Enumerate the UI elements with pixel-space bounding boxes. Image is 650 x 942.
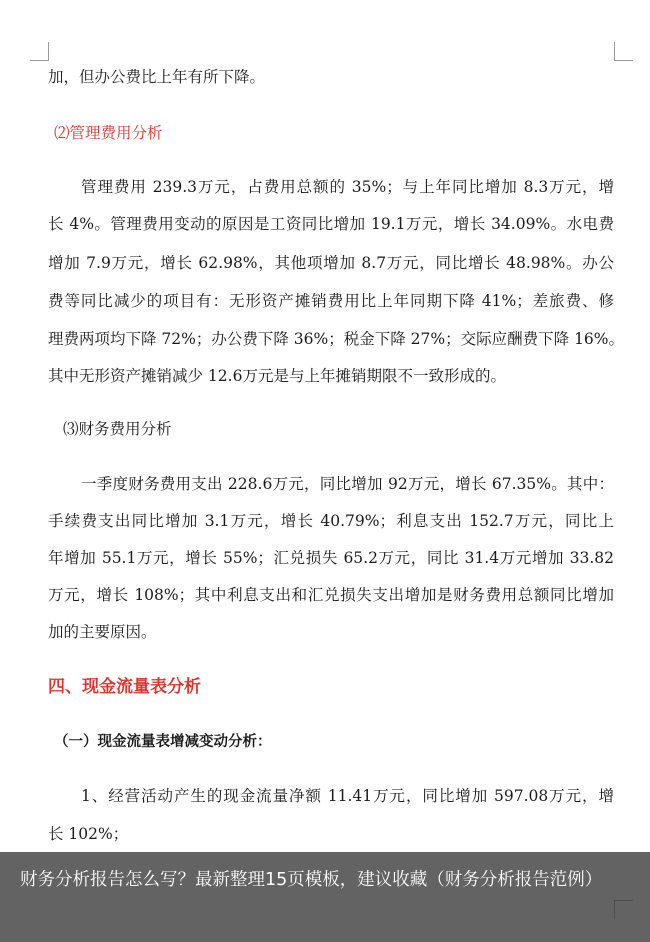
paragraph-line: 其中无形资产摊销减少 12.6万元是与上年摊销期限不一致形成的。 <box>48 367 506 385</box>
paragraph-line: 加的主要原因。 <box>48 623 157 641</box>
section-heading-admin-expense: ⑵管理费用分析 <box>54 124 163 142</box>
paragraph-line: 理费两项均下降 72%；办公费下降 36%；税金下降 27%；交际应酬费下降 16%。 <box>48 330 625 348</box>
crop-mark-top-left <box>30 42 49 61</box>
chapter-heading-cash-flow: 四、现金流量表分析 <box>48 677 201 697</box>
crop-mark-top-right <box>614 42 633 61</box>
paragraph-line: 万元，增长 108%；其中利息支出和汇兑损失支出增加是财务费用总额同比增加 <box>48 586 614 604</box>
banner-title[interactable]: 财务分析报告怎么写？最新整理15页模板，建议收藏（财务分析报告范例） <box>20 870 603 890</box>
subsection-heading-cash-flow-changes: （一）现金流量表增减变动分析： <box>54 734 272 750</box>
paragraph-line: 管理费用 239.3万元，占费用总额的 35%；与上年同比增加 8.3万元，增 <box>81 178 614 196</box>
paragraph-line: 1、经营活动产生的现金流量净额 11.41万元，同比增加 597.08万元，增 <box>81 787 614 805</box>
title-banner[interactable] <box>0 852 650 942</box>
paragraph-line: 年增加 55.1万元，增长 55%；汇兑损失 65.2万元，同比 31.4万元增加 33.82 <box>48 549 614 567</box>
paragraph-line: 加，但办公费比上年有所下降。 <box>48 68 266 86</box>
section-heading-finance-expense: ⑶财务费用分析 <box>63 420 172 438</box>
paragraph-line: 费等同比减少的项目有：无形资产摊销费用比上年同期下降 41%；差旅费、修 <box>48 292 614 310</box>
paragraph-line: 增加 7.9万元，增长 62.98%，其他项增加 8.7万元，同比增长 48.98%。办公 <box>48 254 614 272</box>
paragraph-line: 手续费支出同比增加 3.1万元，增长 40.79%；利息支出 152.7万元，同比上 <box>48 512 614 530</box>
paragraph-line: 长 4%。管理费用变动的原因是工资同比增加 19.1万元，增长 34.09%。水电费 <box>48 215 614 233</box>
paragraph-line: 一季度财务费用支出 228.6万元，同比增加 92万元，增长 67.35%。其中： <box>81 475 614 493</box>
paragraph-line: 长 102%； <box>48 825 129 843</box>
